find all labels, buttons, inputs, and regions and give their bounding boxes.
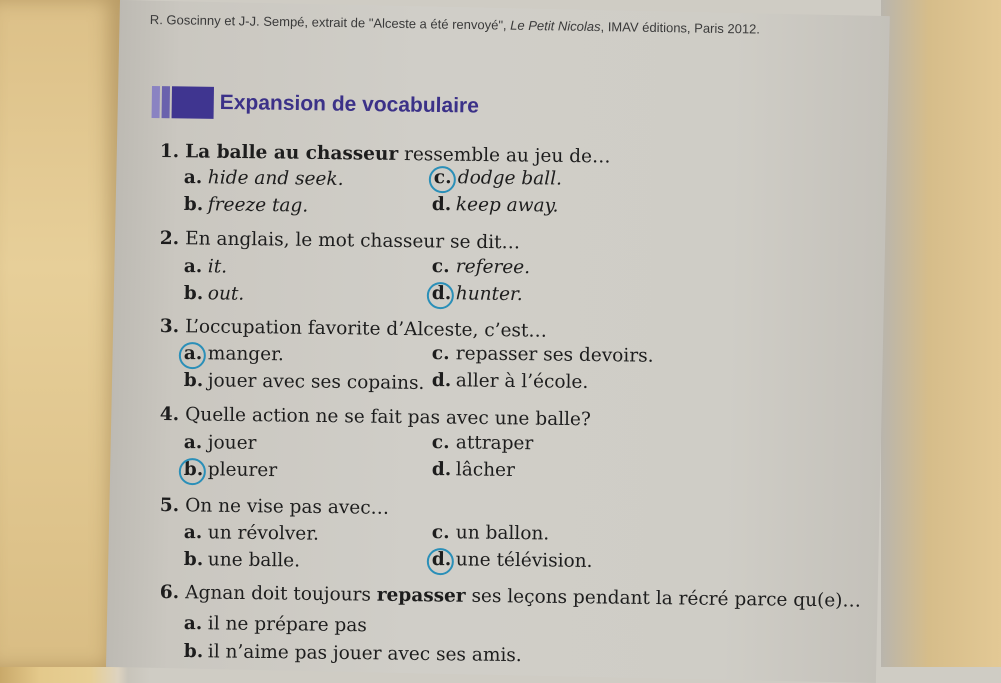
question-5-option-a[interactable]: a. un révolver. [183,522,320,545]
question-3-option-d[interactable]: d. aller à l’école. [431,370,589,393]
question-1: 1. La balle au chasseur ressemble au jeu de… [159,141,611,168]
question-2-option-a[interactable]: a. it. [183,256,228,278]
left-page-margin [0,0,120,667]
section-heading [152,86,480,123]
heading-text: Expansion de vocabulaire [219,90,480,118]
question-1-option-b[interactable]: b. freeze tag. [183,194,309,217]
question-1-option-d[interactable]: d. keep away. [431,194,559,217]
answer-circle-icon: a. [184,343,208,364]
answer-circle-icon: d. [432,283,456,304]
source-prefix: R. Goscinny et J-J. Sempé, extrait de "Alceste a été renvoyé", [149,12,511,33]
question-6: 6. Agnan doit toujours repasser ses leçons pendant la récré parce qu(e)… [159,582,862,612]
question-3: 3. L’occupation favorite d’Alceste, c’est… [159,316,548,342]
answer-circle-icon: c. [434,167,458,188]
question-4-option-b[interactable]: b. pleurer [183,459,278,482]
question-1-bold: La balle au chasseur [185,141,399,165]
answer-circle-icon: d. [432,549,456,570]
question-5-option-b[interactable]: b. une balle. [183,549,301,572]
heading-color-bar [152,86,214,119]
question-4-option-d[interactable]: d. lâcher [431,459,516,482]
question-3-option-b[interactable]: b. jouer avec ses copains. [183,370,425,394]
question-4-option-c[interactable]: c. attraper [431,432,534,455]
question-1-option-c[interactable]: c. dodge ball. [433,167,563,190]
question-2-option-c[interactable]: c. referee. [431,256,531,279]
question-4-option-a[interactable]: a. jouer [183,432,257,454]
answer-circle-icon: b. [184,459,208,480]
question-5-option-d[interactable]: d. une télévision. [431,549,593,572]
source-book-title: Le Petit Nicolas [510,17,601,35]
question-2: 2. En anglais, le mot chasseur se dit… [159,228,521,254]
question-5: 5. On ne vise pas avec… [159,495,390,519]
question-2-option-d[interactable]: d. hunter. [431,283,523,306]
question-5-option-c[interactable]: c. un ballon. [431,522,550,545]
question-3-option-c[interactable]: c. repasser ses devoirs. [431,343,654,367]
question-6-bold: repasser [376,584,466,607]
question-4: 4. Quelle action ne se fait pas avec une balle? [159,404,591,431]
question-1-option-a[interactable]: a. hide and seek. [183,167,344,190]
question-6-option-b[interactable]: b. il n’aime pas jouer avec ses amis. [183,641,522,667]
source-suffix: , IMAV éditions, Paris 2012. [600,19,761,37]
question-3-option-a[interactable]: a. manger. [183,343,284,366]
question-2-option-b[interactable]: b. out. [183,283,245,305]
right-page-edge [881,0,1001,667]
question-6-option-a[interactable]: a. il ne prépare pas [183,613,368,637]
